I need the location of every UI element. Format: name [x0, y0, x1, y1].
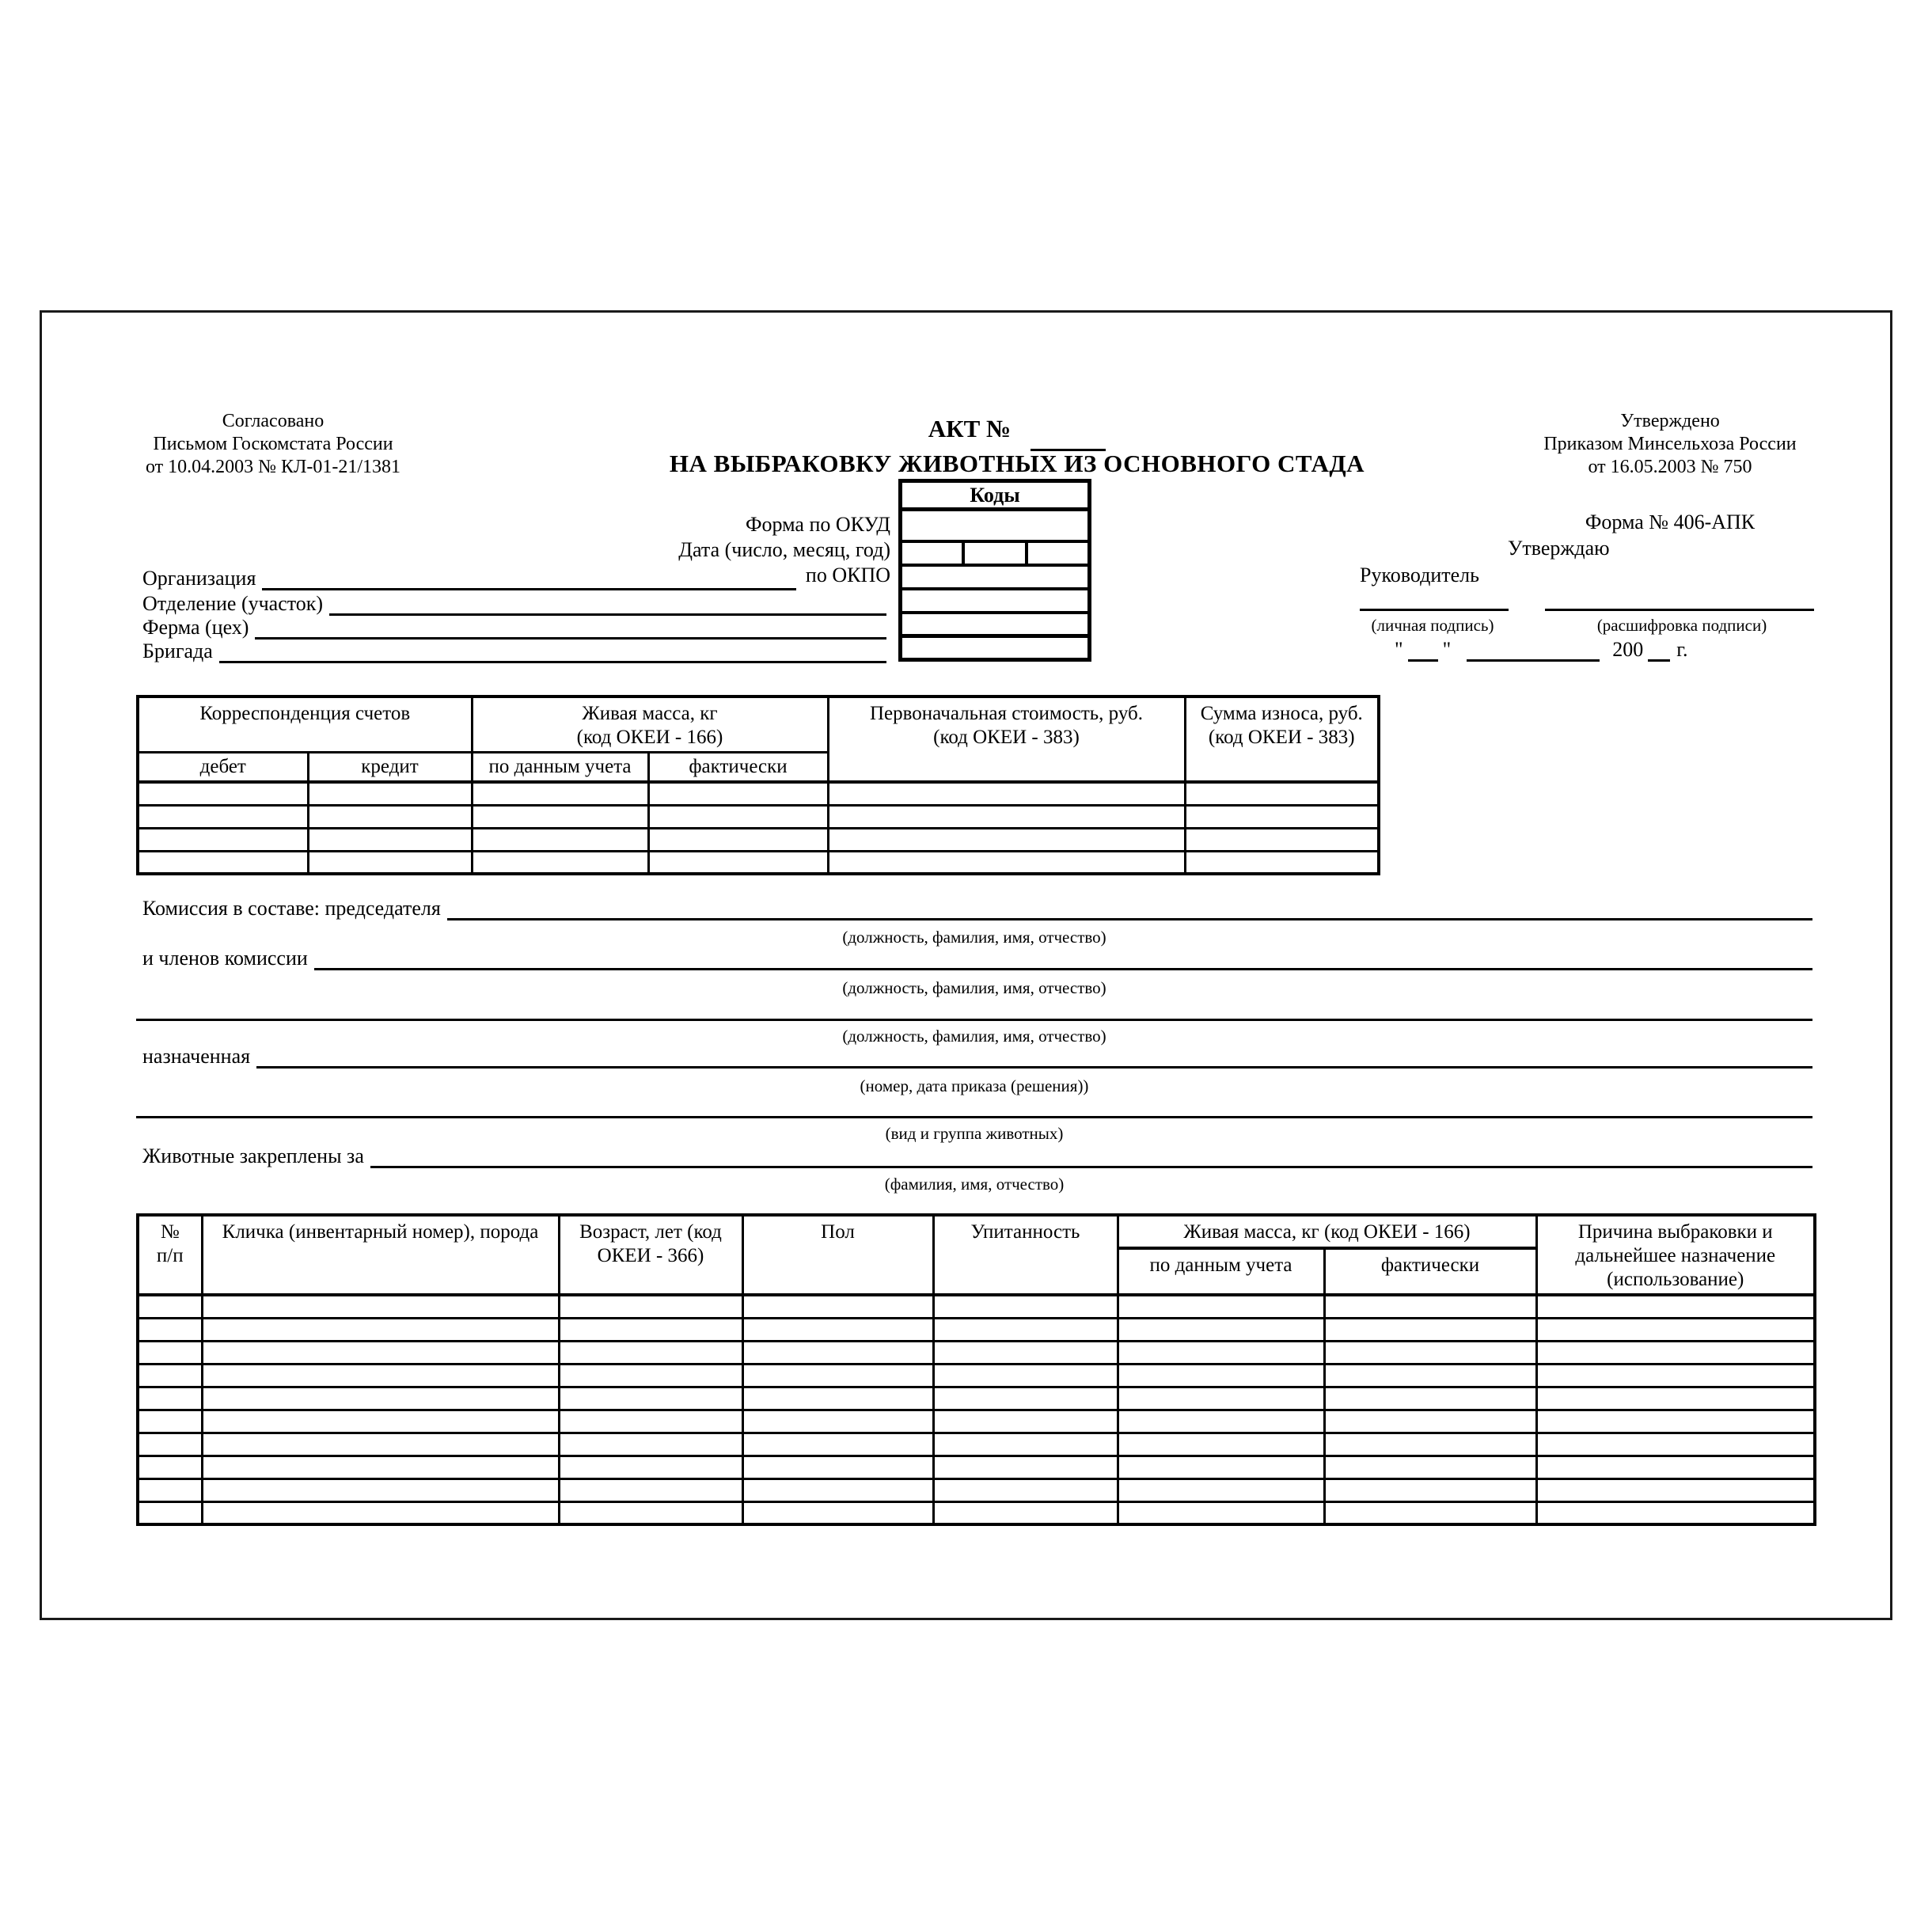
- empty-cell: [1185, 828, 1379, 851]
- empty-cell: [1118, 1433, 1324, 1456]
- empty-cell: [1324, 1318, 1536, 1341]
- live-mass-line2: (код ОКЕИ - 166): [576, 727, 723, 748]
- empty-cell: [1324, 1364, 1536, 1387]
- signature-blank: [1360, 589, 1509, 611]
- empty-cell: [1536, 1433, 1815, 1456]
- table-row: [138, 1341, 1815, 1364]
- by-records-header: по данным учета: [472, 753, 648, 783]
- by-records-header2: по данным учета: [1118, 1248, 1324, 1295]
- approval-right-line1: Утверждено: [1620, 411, 1720, 431]
- empty-cell: [648, 851, 828, 874]
- empty-cell: [202, 1364, 559, 1387]
- empty-cell: [1324, 1295, 1536, 1318]
- empty-cell: [1536, 1410, 1815, 1433]
- empty-cell: [1324, 1433, 1536, 1456]
- month-blank: [1467, 659, 1600, 662]
- depreciation-line2: (код ОКЕИ - 383): [1208, 727, 1355, 748]
- appointed-label: назначенная: [142, 1045, 251, 1068]
- empty-cell: [559, 1478, 742, 1501]
- empty-cell: [202, 1318, 559, 1341]
- chairman-blank: [447, 918, 1812, 920]
- date-line: [1395, 636, 1687, 662]
- table-row: [138, 1410, 1815, 1433]
- empty-cell: [138, 1478, 202, 1501]
- empty-cell: [1536, 1456, 1815, 1478]
- empty-cell: [1118, 1478, 1324, 1501]
- table-row: [138, 851, 1379, 874]
- empty-cell: [138, 1387, 202, 1410]
- table-row: [138, 1501, 1815, 1524]
- empty-cell: [559, 1433, 742, 1456]
- empty-cell: [1536, 1478, 1815, 1501]
- code-cell: [901, 589, 1090, 613]
- empty-cell: [138, 1295, 202, 1318]
- credit-header: кредит: [308, 753, 472, 783]
- empty-cell: [138, 851, 308, 874]
- empty-cell: [742, 1387, 933, 1410]
- empty-cell: [1118, 1318, 1324, 1341]
- empty-cell: [559, 1318, 742, 1341]
- department-field: [142, 592, 886, 616]
- empty-cell: [742, 1341, 933, 1364]
- okpo-label: по ОКПО: [805, 564, 890, 586]
- cull-reason-header: Причина выбраковки и дальнейшее назначение (использование): [1536, 1215, 1815, 1295]
- empty-cell: [933, 1318, 1118, 1341]
- signature-name-caption: (расшифровка подписи): [1596, 616, 1767, 635]
- debit-header: дебет: [138, 753, 308, 783]
- approval-left-line1: Согласовано: [222, 411, 325, 431]
- live-mass-line1: Живая масса, кг: [582, 703, 718, 724]
- initial-cost-line1: Первоначальная стоимость, руб.: [870, 703, 1143, 724]
- date-label: Дата (число, месяц, год): [678, 538, 890, 561]
- head-label: Руководитель: [1360, 564, 1479, 586]
- empty-cell: [559, 1501, 742, 1524]
- empty-cell: [742, 1410, 933, 1433]
- empty-cell: [138, 828, 308, 851]
- empty-cell: [933, 1501, 1118, 1524]
- empty-cell: [1118, 1387, 1324, 1410]
- empty-cell: [648, 782, 828, 805]
- empty-cell: [1324, 1501, 1536, 1524]
- approval-left-block: [119, 410, 427, 479]
- document-title-line2: НА ВЫБРАКОВКУ ЖИВОТНЫХ ИЗ ОСНОВНОГО СТАДА: [669, 450, 1365, 477]
- actual-header2: фактически: [1324, 1248, 1536, 1295]
- empty-cell: [1324, 1478, 1536, 1501]
- empty-cell: [1536, 1387, 1815, 1410]
- fatness-header: Упитанность: [933, 1215, 1118, 1295]
- empty-cell: [472, 782, 648, 805]
- accounts-table: [136, 695, 1380, 875]
- empty-cell: [1324, 1456, 1536, 1478]
- brigade-field: [142, 640, 886, 663]
- table-row: [138, 805, 1379, 828]
- members-label: и членов комиссии: [142, 947, 308, 970]
- age-header: Возраст, лет (код ОКЕИ - 366): [559, 1215, 742, 1295]
- member2-blank: [136, 999, 1812, 1021]
- empty-cell: [559, 1410, 742, 1433]
- empty-cell: [138, 1341, 202, 1364]
- initial-cost-line2: (код ОКЕИ - 383): [933, 727, 1080, 748]
- table-row: [138, 1318, 1815, 1341]
- depreciation-line1: Сумма износа, руб.: [1200, 703, 1363, 724]
- animals-table: [136, 1213, 1816, 1526]
- empty-cell: [1118, 1456, 1324, 1478]
- appointed-row: [142, 1045, 1812, 1068]
- table-row: [138, 1478, 1815, 1501]
- empty-cell: [472, 851, 648, 874]
- empty-cell: [138, 1318, 202, 1341]
- member2-caption: (должность, фамилия, имя, отчество): [842, 1027, 1106, 1046]
- empty-cell: [202, 1433, 559, 1456]
- initial-cost-header: [828, 697, 1185, 782]
- animal-group-blank: [136, 1096, 1812, 1118]
- empty-cell: [742, 1295, 933, 1318]
- code-cell: [901, 636, 1090, 660]
- assigned-label: Животные закреплены за: [142, 1144, 364, 1167]
- live-mass-group-header2: Живая масса, кг (код ОКЕИ - 166): [1118, 1215, 1536, 1248]
- nickname-header: Кличка (инвентарный номер), порода: [202, 1215, 559, 1295]
- empty-cell: [138, 1501, 202, 1524]
- empty-cell: [1324, 1341, 1536, 1364]
- codes-box: [898, 479, 1091, 662]
- empty-cell: [648, 828, 828, 851]
- empty-cell: [308, 805, 472, 828]
- empty-cell: [202, 1295, 559, 1318]
- empty-cell: [648, 805, 828, 828]
- document-title-line1: [689, 415, 1346, 443]
- chairman-caption: (должность, фамилия, имя, отчество): [842, 928, 1106, 947]
- empty-cell: [1536, 1295, 1815, 1318]
- approve-label: Утверждаю: [1508, 537, 1610, 560]
- empty-cell: [1118, 1410, 1324, 1433]
- okpo-code-cell: [901, 565, 1090, 589]
- table-row: [138, 1387, 1815, 1410]
- organization-blank: [262, 588, 796, 590]
- empty-cell: [308, 828, 472, 851]
- empty-cell: [742, 1501, 933, 1524]
- empty-cell: [202, 1410, 559, 1433]
- accounts-group-header: Корреспонденция счетов: [138, 697, 472, 753]
- empty-cell: [1185, 851, 1379, 874]
- farm-label: Ферма (цех): [142, 616, 249, 639]
- empty-cell: [933, 1341, 1118, 1364]
- empty-cell: [202, 1501, 559, 1524]
- organization-field: [142, 567, 796, 590]
- day-blank: [1408, 659, 1438, 662]
- okud-code-cell: [901, 510, 1090, 541]
- empty-cell: [1536, 1501, 1815, 1524]
- empty-cell: [1118, 1295, 1324, 1318]
- table-row: [138, 1433, 1815, 1456]
- empty-cell: [828, 828, 1185, 851]
- date-year-cell: [1027, 541, 1090, 565]
- depreciation-header: [1185, 697, 1379, 782]
- empty-cell: [742, 1364, 933, 1387]
- empty-cell: [138, 1410, 202, 1433]
- empty-cell: [828, 851, 1185, 874]
- date-month-cell: [963, 541, 1027, 565]
- empty-cell: [1118, 1341, 1324, 1364]
- form-number: Форма № 406-АПК: [1585, 511, 1756, 533]
- brigade-blank: [219, 661, 886, 663]
- empty-cell: [1536, 1364, 1815, 1387]
- empty-cell: [933, 1295, 1118, 1318]
- approval-left-line3: от 10.04.2003 № КЛ-01-21/1381: [145, 457, 400, 477]
- act-number-label: АКТ №: [928, 415, 1012, 442]
- empty-cell: [742, 1433, 933, 1456]
- empty-cell: [933, 1364, 1118, 1387]
- okud-label: Форма по ОКУД: [746, 513, 890, 536]
- empty-cell: [202, 1387, 559, 1410]
- code-cell: [901, 613, 1090, 636]
- empty-cell: [308, 851, 472, 874]
- table-row: [138, 1364, 1815, 1387]
- empty-cell: [828, 782, 1185, 805]
- members-row: [142, 947, 1812, 970]
- signature-caption: (личная подпись): [1371, 616, 1494, 635]
- table-row: [138, 828, 1379, 851]
- assigned-row: [142, 1144, 1812, 1168]
- empty-cell: [1185, 805, 1379, 828]
- sex-header: Пол: [742, 1215, 933, 1295]
- empty-cell: [202, 1478, 559, 1501]
- empty-cell: [559, 1456, 742, 1478]
- empty-cell: [308, 782, 472, 805]
- assigned-caption: (фамилия, имя, отчество): [884, 1175, 1065, 1194]
- approval-right-line2: Приказом Минсельхоза России: [1543, 434, 1797, 454]
- table-row: [138, 1456, 1815, 1478]
- empty-cell: [559, 1341, 742, 1364]
- empty-cell: [138, 1456, 202, 1478]
- table-row: [138, 782, 1379, 805]
- empty-cell: [1185, 782, 1379, 805]
- date-day-cell: [901, 541, 963, 565]
- empty-cell: [933, 1478, 1118, 1501]
- year-blank: [1648, 659, 1670, 662]
- empty-cell: [742, 1478, 933, 1501]
- codes-header: Коды: [901, 481, 1090, 510]
- empty-cell: [1324, 1387, 1536, 1410]
- approval-right-block: [1496, 410, 1844, 479]
- members-blank: [314, 968, 1812, 970]
- approval-right-line3: от 16.05.2003 № 750: [1588, 457, 1752, 477]
- actual-header: фактически: [648, 753, 828, 783]
- animal-group-caption: (вид и группа животных): [885, 1124, 1064, 1143]
- chairman-row: [142, 897, 1812, 920]
- empty-cell: [933, 1410, 1118, 1433]
- live-mass-group-header: [472, 697, 828, 753]
- empty-cell: [202, 1456, 559, 1478]
- empty-cell: [138, 805, 308, 828]
- row-number-line2: п/п: [156, 1245, 184, 1266]
- empty-cell: [559, 1387, 742, 1410]
- empty-cell: [933, 1387, 1118, 1410]
- empty-cell: [933, 1433, 1118, 1456]
- close-quote: ": [1442, 638, 1452, 661]
- empty-cell: [559, 1364, 742, 1387]
- empty-cell: [742, 1456, 933, 1478]
- brigade-label: Бригада: [142, 640, 213, 662]
- row-number-header: [138, 1215, 202, 1295]
- empty-cell: [472, 828, 648, 851]
- approval-left-line2: Письмом Госкомстата России: [153, 434, 393, 454]
- empty-cell: [559, 1295, 742, 1318]
- empty-cell: [138, 782, 308, 805]
- empty-cell: [202, 1341, 559, 1364]
- signature-name-blank: [1545, 589, 1814, 611]
- empty-cell: [472, 805, 648, 828]
- empty-cell: [933, 1456, 1118, 1478]
- organization-label: Организация: [142, 567, 256, 590]
- order-caption: (номер, дата приказа (решения)): [860, 1076, 1089, 1095]
- farm-field: [142, 616, 886, 640]
- members-caption: (должность, фамилия, имя, отчество): [842, 978, 1106, 997]
- chairman-label: Комиссия в составе: председателя: [142, 897, 441, 920]
- table-row: [138, 1295, 1815, 1318]
- year-prefix: 200: [1612, 638, 1644, 661]
- empty-cell: [138, 1364, 202, 1387]
- assigned-blank: [370, 1166, 1812, 1168]
- empty-cell: [742, 1318, 933, 1341]
- empty-cell: [1118, 1501, 1324, 1524]
- empty-cell: [1536, 1318, 1815, 1341]
- empty-cell: [828, 805, 1185, 828]
- empty-cell: [138, 1433, 202, 1456]
- empty-cell: [1324, 1410, 1536, 1433]
- year-suffix: г.: [1676, 638, 1688, 661]
- empty-cell: [1118, 1364, 1324, 1387]
- appointed-blank: [256, 1066, 1812, 1068]
- empty-cell: [1536, 1341, 1815, 1364]
- row-number-line1: №: [160, 1221, 180, 1243]
- open-quote: ": [1395, 638, 1403, 661]
- department-label: Отделение (участок): [142, 592, 324, 615]
